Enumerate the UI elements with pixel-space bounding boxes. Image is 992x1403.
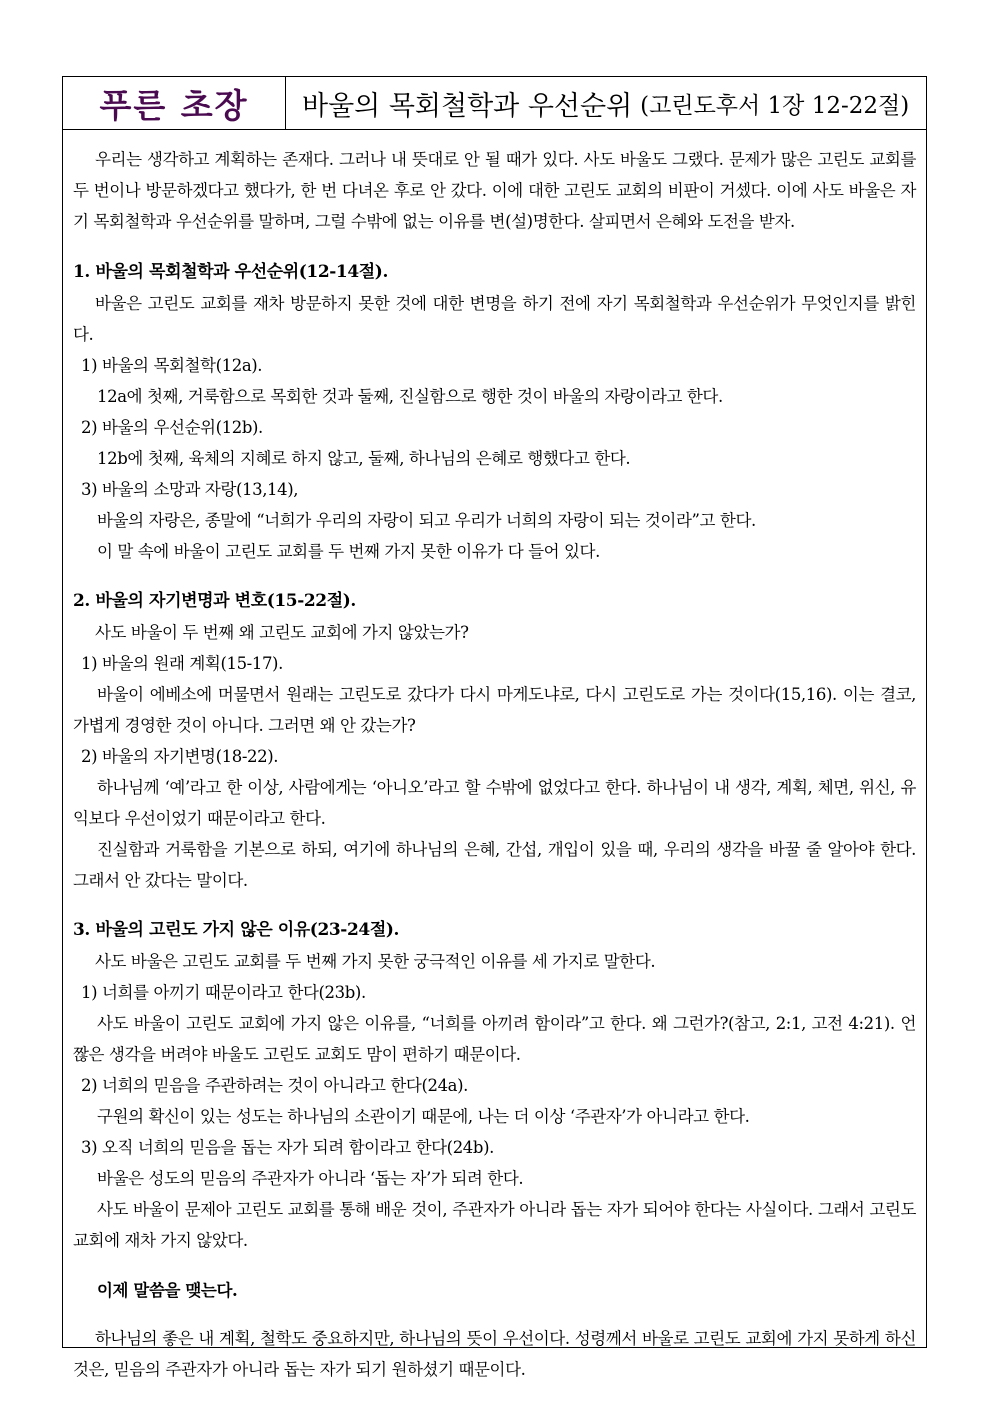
subtext-3-3a: 바울은 성도의 믿음의 주관자가 아니라 ‘돕는 자’가 되려 한다. xyxy=(97,1169,524,1188)
subtext-3-1: 사도 바울이 고린도 교회에 가지 않은 이유를, “너희를 아끼려 함이라”고 한다. 왜 그런가?(참고, 2:1, 고전 4:21). 언짢은 생각을 버려야 바울도 고린도 교회도 맘이 편하기 때문이다. xyxy=(73,1014,916,1064)
header xyxy=(63,77,926,130)
section-lead-1: 바울은 고린도 교회를 재차 방문하지 못한 것에 대한 변명을 하기 전에 자기 목회철학과 우선순위가 무엇인지를 밝힌다. xyxy=(73,294,916,344)
page-title xyxy=(286,77,926,129)
section-heading-1: 1. 바울의 목회철학과 우선순위(12-14절). xyxy=(73,262,388,282)
subtext-3-3b: 사도 바울이 문제아 고린도 교회를 통해 배운 것이, 주관자가 아니라 돕는 자가 되어야 한다는 사실이다. 그래서 고린도 교회에 재차 가지 않았다. xyxy=(73,1200,916,1250)
subheading-1-3: 3) 바울의 소망과 자랑(13,14), xyxy=(81,480,299,499)
section-lead-2: 사도 바울이 두 번째 왜 고린도 교회에 가지 않았는가? xyxy=(95,623,469,642)
section-heading-3: 3. 바울의 고린도 가지 않은 이유(23-24절). xyxy=(73,920,400,940)
subheading-2-2: 2) 바울의 자기변명(18-22). xyxy=(81,747,279,766)
title-main: 바울의 목회철학과 우선순위 xyxy=(302,90,633,122)
subtext-2-2a: 하나님께 ‘예’라고 한 이상, 사람에게는 ‘아니오’라고 할 수밖에 없었다고 한다. 하나님이 내 생각, 계획, 체면, 위신, 유익보다 우선이었기 때문이라고 한다. xyxy=(73,778,916,828)
subheading-3-1: 1) 너희를 아끼기 때문이라고 한다(23b). xyxy=(81,983,366,1002)
subtext-1-3b: 이 말 속에 바울이 고린도 교회를 두 번째 가지 못한 이유가 다 들어 있다. xyxy=(97,542,600,561)
subtext-2-2b: 진실함과 거룩함을 기본으로 하되, 여기에 하나님의 은혜, 간섭, 개입이 있을 때, 우리의 생각을 바꿀 줄 알아야 한다. 그래서 안 갔다는 말이다. xyxy=(73,840,916,890)
subheading-1-1: 1) 바울의 목회철학(12a). xyxy=(81,356,263,375)
subtext-1-1: 12a에 첫째, 거룩함으로 목회한 것과 둘째, 진실함으로 행한 것이 바울의 자랑이라고 한다. xyxy=(97,387,723,406)
subtext-1-2: 12b에 첫째, 육체의 지혜로 하지 않고, 둘째, 하나님의 은혜로 행했다고 한다. xyxy=(97,449,631,468)
section-heading-2: 2. 바울의 자기변명과 변호(15-22절). xyxy=(73,591,356,611)
intro-paragraph: 우리는 생각하고 계획하는 존재다. 그러나 내 뜻대로 안 될 때가 있다. 사도 바울도 그랬다. 문제가 많은 고린도 교회를 두 번이나 방문하겠다고 했다가, 한 번 다녀온 후로 안 갔다. 이에 대한 고린도 교회의 비판이 거셌다. 이에 사도 바울은 자기 목회철학과 우선순위를 말하며, 그럴 수밖에 없는 이유를 변(설)명한다. 살피면서 은혜와 도전을 받자. xyxy=(73,150,916,231)
subheading-2-1: 1) 바울의 원래 계획(15-17). xyxy=(81,654,283,673)
title-scripture-ref: (고린도후서 1장 12-22절) xyxy=(640,92,910,119)
closing-paragraph: 하나님의 좋은 내 계획, 철학도 중요하지만, 하나님의 뜻이 우선이다. 성령께서 바울로 고린도 교회에 가지 못하게 하신 것은, 믿음의 주관자가 아니라 돕는 자가 되기 원하셨기 때문이다. xyxy=(73,1328,916,1379)
closing-heading: 이제 말씀을 맺는다. xyxy=(97,1281,238,1300)
document-frame xyxy=(62,76,927,1379)
subheading-3-2: 2) 너희의 믿음을 주관하려는 것이 아니라고 한다(24a). xyxy=(81,1076,468,1095)
document-body xyxy=(63,130,926,1385)
brand-title: 푸른 초장 xyxy=(63,77,286,129)
subtext-2-1: 바울이 에베소에 머물면서 원래는 고린도로 갔다가 다시 마게도냐로, 다시 고린도로 가는 것이다(15,16). 이는 결코, 가볍게 경영한 것이 아니다. 그러면 왜 안 갔는가? xyxy=(73,685,916,735)
subheading-1-2: 2) 바울의 우선순위(12b). xyxy=(81,418,263,437)
subtext-3-2: 구원의 확신이 있는 성도는 하나님의 소관이기 때문에, 나는 더 이상 ‘주관자’가 아니라고 한다. xyxy=(97,1107,750,1126)
subheading-3-3: 3) 오직 너희의 믿음을 돕는 자가 되려 함이라고 한다(24b). xyxy=(81,1138,494,1157)
subtext-1-3a: 바울의 자랑은, 종말에 “너희가 우리의 자랑이 되고 우리가 너희의 자랑이 되는 것이라”고 한다. xyxy=(97,511,756,530)
section-lead-3: 사도 바울은 고린도 교회를 두 번째 가지 못한 궁극적인 이유를 세 가지로 말한다. xyxy=(95,952,656,971)
